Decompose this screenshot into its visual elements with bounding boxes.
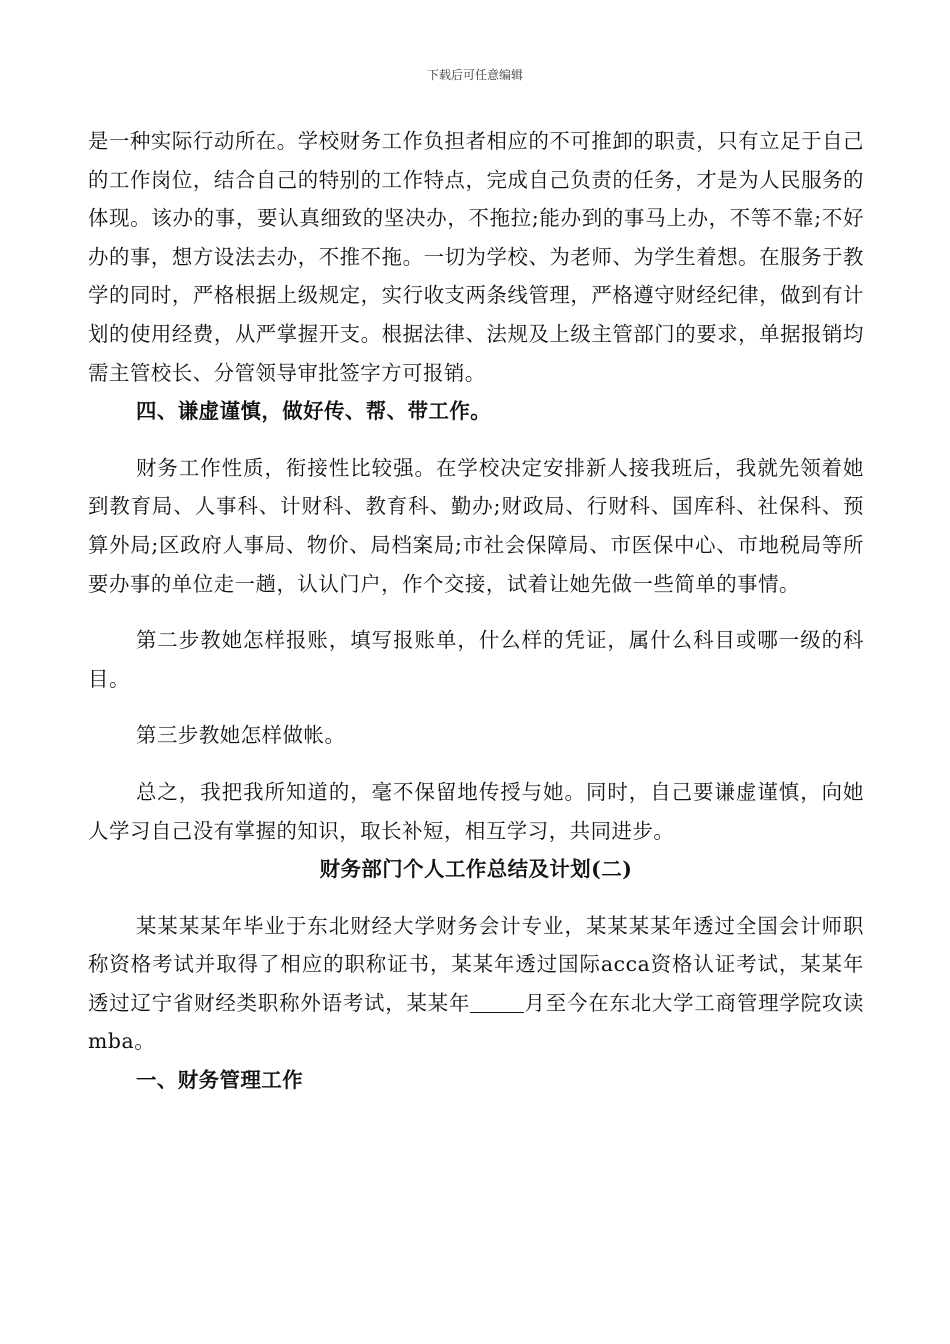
background-text-end: 月至今在东北大学工商管理学院攻读mba。	[88, 990, 864, 1054]
section-title-two: 财务部门个人工作总结及计划(二)	[319, 857, 633, 882]
paragraph-step-two: 第二步教她怎样报账，填写报账单，什么样的凭证，属什么科目或哪一级的科目。	[88, 628, 864, 691]
paragraph-duty: 是一种实际行动所在。学校财务工作负担者相应的不可推卸的职责，只有立足于自己的工作岗位，结合自己的特别的工作特点，完成自己负责的任务，才是为人民服务的体现。该办的事，要认真细致的坚决办，不拖拉;能办到的事马上办，不等不靠;不好办的事，想方设法去办，不推不拖。一切为学校、为老师、为学生着想。在服务于教学的同时，严格根据上级规定，实行收支两条线管理，严格遵守财经纪律，做到有计划的使用经费，从严掌握开支。根据法律、法规及上级主管部门的要求，单据报销均需主管校长、分管领导审批签字方可报销。	[88, 129, 864, 385]
background-text-start: 某某某某年毕业于东北财经大学财务会计专业，某某某某年透过全国会计师职称资格考试并取得了相应的职称证书，某某年透过国际acca资格认证考试，某某年透过辽宁省财经类职称外语考试，某某年	[88, 913, 864, 1015]
section-heading-four: 四、谦虚谨慎，做好传、帮、带工作。	[136, 399, 492, 424]
section-heading-one: 一、财务管理工作	[136, 1068, 304, 1093]
paragraph-handover: 财务工作性质，衔接性比较强。在学校决定安排新人接我班后，我就先领着她到教育局、人事科、计财科、教育科、勤办;财政局、行财科、国库科、社保科、预算外局;区政府人事局、物价、局档案局;市社会保障局、市医保中心、市地税局等所要办事的单位走一趟，认认门户，作个交接，试着让她先做一些简单的事情。	[88, 455, 864, 596]
paragraph-conclusion: 总之，我把我所知道的，毫不保留地传授与她。同时，自己要谦虚谨慎，向她人学习自己没有掌握的知识，取长补短，相互学习，共同进步。	[88, 779, 864, 843]
document-body	[88, 122, 864, 1100]
blank-underline	[470, 991, 524, 1012]
paragraph-step-three: 第三步教她怎样做帐。	[136, 723, 346, 748]
paragraph-background	[88, 907, 864, 1061]
page-header: 下载后可任意编辑	[426, 68, 523, 82]
